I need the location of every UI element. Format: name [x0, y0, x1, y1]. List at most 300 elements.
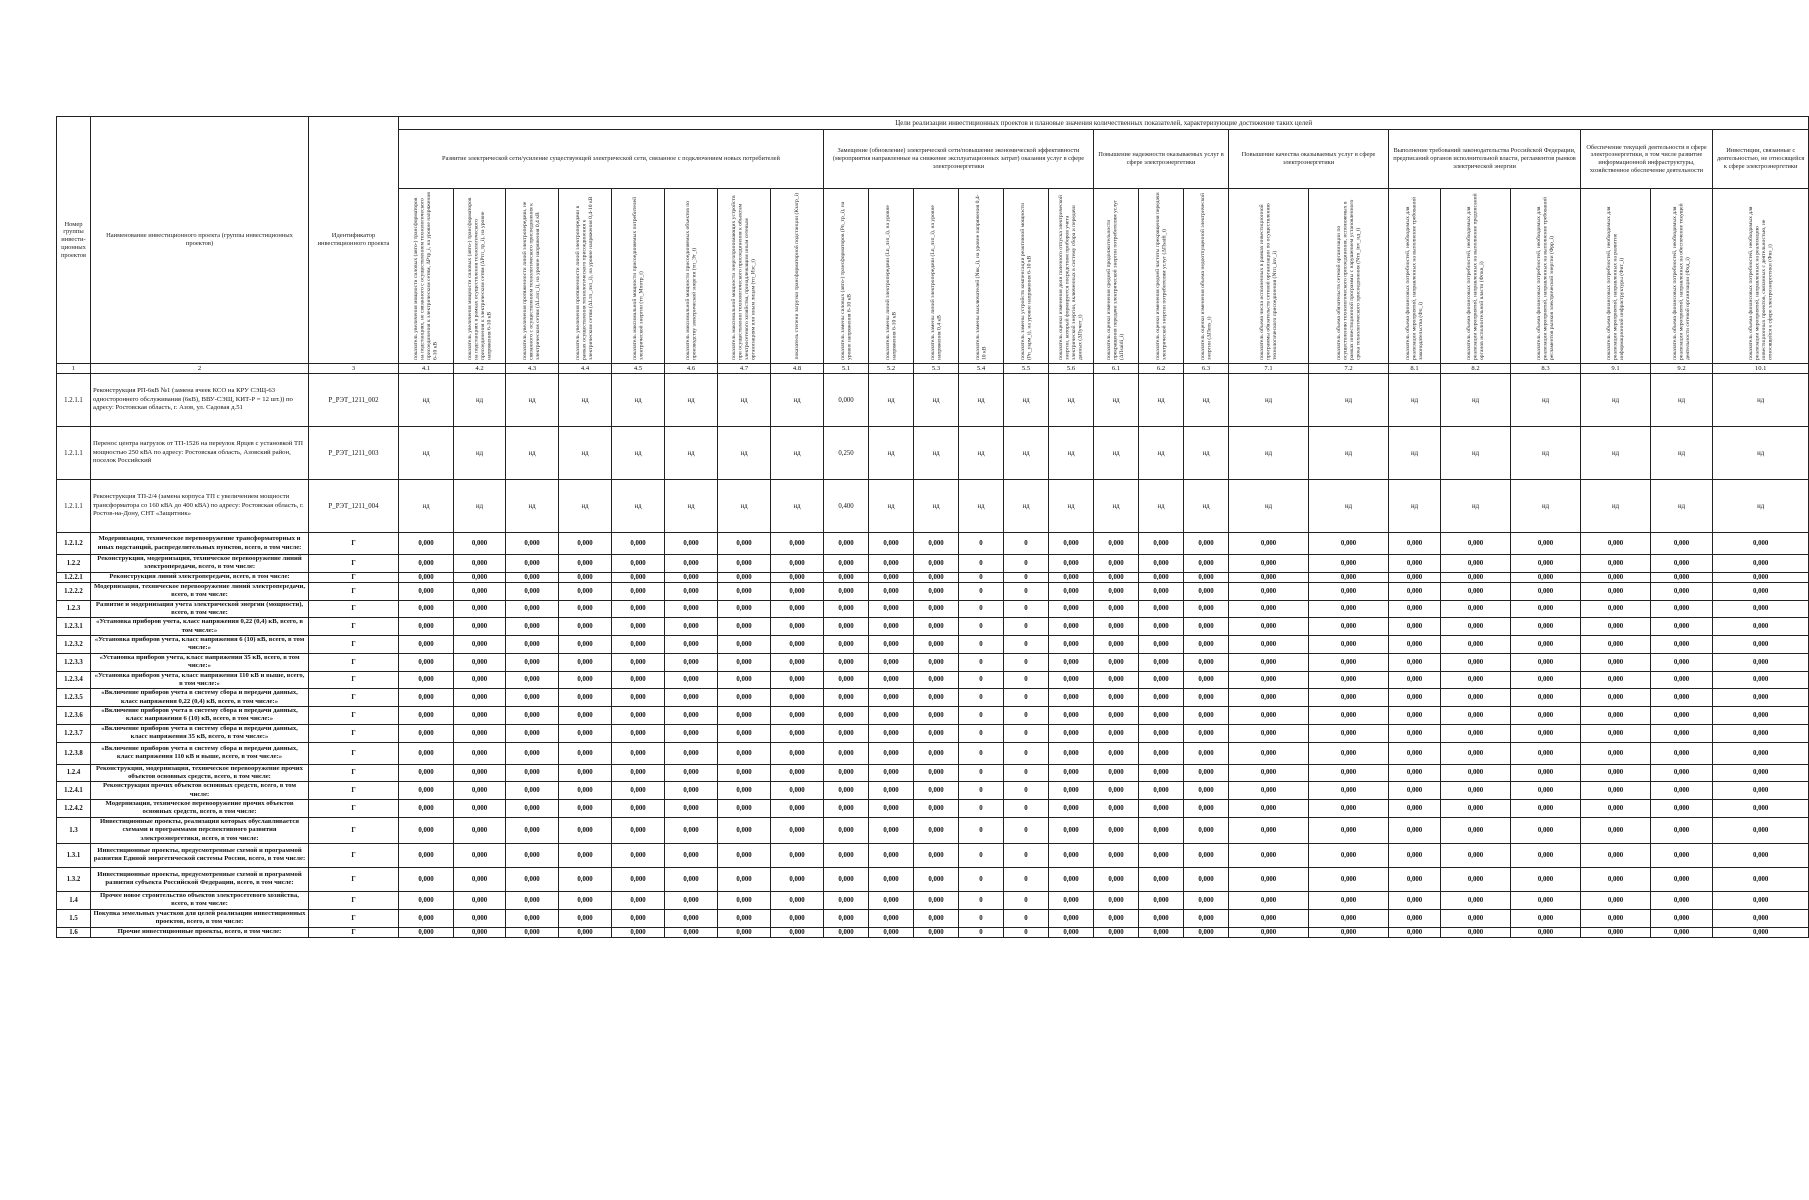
indicator-value: 0,000 — [718, 582, 771, 600]
indicator-value: нд — [1441, 427, 1511, 480]
indicator-value: 0,000 — [1229, 800, 1309, 818]
indicator-value: 0,000 — [718, 671, 771, 689]
indicator-value: 0,000 — [454, 867, 506, 891]
group-name: Реконструкция линий электропередачи, всего, в том числе: — [91, 572, 309, 582]
indicator-value: 0,000 — [1581, 764, 1651, 782]
indicator-value: 0,000 — [665, 689, 718, 707]
indicator-value: 0,000 — [1309, 555, 1389, 573]
group-name: Реконструкция, модернизация, техническое перевооружение прочих объектов основных средств, всего, в том числе: — [91, 764, 309, 782]
row-number: 1.2.3.8 — [57, 742, 91, 764]
indicator-value: нд — [1651, 374, 1713, 427]
indicator-value: 0,000 — [1184, 582, 1229, 600]
indicator-value: 0,000 — [824, 891, 869, 909]
indicator-label: показатель объема финансовых потребностей, необходимых для реализации мероприятий, направленных на реализацию инвестиционных проектов, связанных с деятельностью, не относящейся к сфере электроэнергетики (Фвэ_i) — [1747, 206, 1774, 360]
indicator-value: 0,000 — [869, 782, 914, 800]
indicator-value: нд — [914, 427, 959, 480]
indicator-value: 0,000 — [824, 724, 869, 742]
indicator-value: 0,000 — [1389, 533, 1441, 555]
indicator-value: 0,000 — [1309, 817, 1389, 843]
indicator-value: 0,000 — [1309, 782, 1389, 800]
indicator-value: 0,000 — [914, 618, 959, 636]
indicator-value: нд — [612, 427, 665, 480]
indicator-value: 0 — [1004, 636, 1049, 654]
indicator-value: 0,000 — [1713, 867, 1809, 891]
indicator-value: нд — [454, 480, 506, 533]
row-number: 1.2.4.2 — [57, 800, 91, 818]
indicator-label: показатель объема финансовых потребностей, необходимых для реализации мероприятий, направленных на выполнение требований законодательства (Фп_i) — [1404, 197, 1424, 360]
indicator-value: нд — [665, 480, 718, 533]
indicator-value: 0,000 — [1309, 600, 1389, 618]
indicator-value: 0,000 — [559, 843, 612, 867]
table-row — [57, 742, 1809, 764]
indicator-value: 0,000 — [1229, 724, 1309, 742]
indicator-value: 0,000 — [824, 636, 869, 654]
table-row — [57, 689, 1809, 707]
indicator-value: нд — [1511, 480, 1581, 533]
indicator-value: 0,000 — [914, 764, 959, 782]
indicator-value: 0,000 — [1094, 671, 1139, 689]
indicator-value: 0,000 — [869, 582, 914, 600]
indicator-value: 0,000 — [1389, 689, 1441, 707]
indicator-value: 0,000 — [1094, 891, 1139, 909]
indicator-value: 0,000 — [1309, 891, 1389, 909]
indicator-value: нд — [665, 374, 718, 427]
indicator-value: 0,000 — [914, 689, 959, 707]
indicator-value: 0,000 — [454, 800, 506, 818]
row-number: 1.2.3.4 — [57, 671, 91, 689]
indicator-header — [559, 189, 612, 364]
indicator-value: 0,000 — [1713, 555, 1809, 573]
indicator-value: нд — [1229, 374, 1309, 427]
indicator-value: 0,000 — [1309, 909, 1389, 927]
indicator-value: нд — [869, 480, 914, 533]
indicator-value: 0,000 — [1184, 671, 1229, 689]
indicator-value: нд — [1511, 374, 1581, 427]
indicator-value: 0,000 — [869, 927, 914, 937]
indicator-label: показатель оценки изменения доли полезного отпуска электрической энергии, который формируется посредством приборов учета электрической энергии, включенных в систему сбора и передачи данных (ΔПучет_i) — [1058, 195, 1084, 360]
table-row — [57, 572, 1809, 582]
indicator-value: 0,000 — [1094, 533, 1139, 555]
indicator-value: 0,000 — [1511, 636, 1581, 654]
indicator-value: 0,000 — [1229, 891, 1309, 909]
indicator-value: 0,000 — [824, 533, 869, 555]
indicator-value: нд — [1309, 374, 1389, 427]
column-number: 7.1 — [1229, 364, 1309, 374]
indicator-label: показатель замены силовых (авто-) трансформаторов (Pn_тр_i), на уровне напряжения 6-10 кВ — [839, 201, 852, 360]
indicator-value: 0,000 — [612, 707, 665, 725]
row-number: 1.2.3.3 — [57, 653, 91, 671]
indicator-header — [824, 189, 869, 364]
indicator-value: 0,000 — [559, 653, 612, 671]
indicator-value: 0,000 — [1094, 800, 1139, 818]
indicator-value: 0,000 — [824, 909, 869, 927]
indicator-group-header: Обеспечение текущей деятельности в сфере электроэнергетики, в том числе развитие информационной инфраструктуры, хозяйственное обеспечение деятельности — [1581, 130, 1713, 189]
indicator-value: 0,000 — [399, 689, 454, 707]
column-number: 5.4 — [959, 364, 1004, 374]
indicator-value: 0,000 — [1389, 843, 1441, 867]
indicator-value: 0,000 — [1229, 843, 1309, 867]
indicator-value: нд — [454, 427, 506, 480]
indicator-value: 0,000 — [1049, 843, 1094, 867]
indicator-header — [1713, 189, 1809, 364]
indicator-value: 0,000 — [771, 927, 824, 937]
indicator-value: 0,000 — [1581, 782, 1651, 800]
group-id: Г — [309, 782, 399, 800]
indicator-value: 0,000 — [454, 618, 506, 636]
indicator-value: 0 — [1004, 582, 1049, 600]
indicator-value: 0,000 — [454, 817, 506, 843]
indicator-value: 0,000 — [824, 374, 869, 427]
indicator-value: 0,000 — [1713, 689, 1809, 707]
col-header-number: Номер группы инвести-ционных проектов — [57, 117, 91, 364]
indicator-value: 0,000 — [914, 724, 959, 742]
indicator-value: 0,000 — [1184, 689, 1229, 707]
group-name: Прочие инвестиционные проекты, всего, в том числе: — [91, 927, 309, 937]
indicator-value: 0,000 — [1581, 600, 1651, 618]
indicator-value: 0,000 — [1441, 533, 1511, 555]
indicator-value: 0,000 — [1184, 533, 1229, 555]
indicator-value: 0,000 — [1511, 600, 1581, 618]
table-row — [57, 653, 1809, 671]
indicator-value: 0,000 — [1581, 800, 1651, 818]
indicator-value: 0,000 — [1441, 636, 1511, 654]
indicator-value: 0,000 — [1049, 909, 1094, 927]
indicator-value: 0,000 — [1094, 582, 1139, 600]
indicator-value: 0,000 — [1389, 764, 1441, 782]
indicator-value: нд — [869, 374, 914, 427]
group-id: Г — [309, 927, 399, 937]
indicator-value: 0 — [959, 582, 1004, 600]
indicator-value: 0,000 — [612, 636, 665, 654]
indicator-value: 0,000 — [1049, 817, 1094, 843]
indicator-value: 0,000 — [1389, 867, 1441, 891]
indicator-value: 0,000 — [1094, 689, 1139, 707]
indicator-value: нд — [914, 480, 959, 533]
header-row-numbers — [57, 364, 1809, 374]
indicator-value: 0,000 — [1184, 707, 1229, 725]
indicator-header — [399, 189, 454, 364]
indicator-value: 0,000 — [1581, 671, 1651, 689]
indicator-value: 0,000 — [771, 618, 824, 636]
indicator-value: 0,000 — [506, 782, 559, 800]
indicator-value: 0,000 — [1581, 533, 1651, 555]
indicator-value: 0,000 — [1441, 742, 1511, 764]
group-name: Прочее новое строительство объектов электросетевого хозяйства, всего, в том числе: — [91, 891, 309, 909]
indicator-label: показатель увеличения протяженности линий электропередачи, не связанного с осуществлением технологического присоединения к электрическим сетям (ΔLлэп_i), на уровне напряжения 0,4 кВ — [522, 201, 542, 360]
indicator-value: 0,000 — [1049, 891, 1094, 909]
indicator-value: нд — [559, 480, 612, 533]
indicator-value: 0,000 — [1713, 653, 1809, 671]
group-id: Г — [309, 555, 399, 573]
table-row — [57, 600, 1809, 618]
indicator-value: нд — [1713, 480, 1809, 533]
indicator-value: 0,000 — [454, 891, 506, 909]
indicator-value: 0,000 — [665, 582, 718, 600]
indicator-value: 0,000 — [1581, 909, 1651, 927]
indicator-value: 0,000 — [1184, 636, 1229, 654]
row-number: 1.2.3.1 — [57, 618, 91, 636]
indicator-value: 0,000 — [718, 742, 771, 764]
group-id: Г — [309, 618, 399, 636]
indicator-value: 0,000 — [1309, 572, 1389, 582]
indicator-value: 0,000 — [1184, 817, 1229, 843]
indicator-value: 0,000 — [559, 909, 612, 927]
indicator-value: 0,000 — [454, 555, 506, 573]
indicator-value: 0,000 — [1139, 636, 1184, 654]
indicator-label: показатель максимальной мощности присоединяемых объектов по производству электрической энергии (тп_Эг_i) — [684, 200, 697, 360]
indicator-value: 0,000 — [454, 572, 506, 582]
indicator-value: 0,000 — [1139, 671, 1184, 689]
indicator-value: 0,000 — [1651, 636, 1713, 654]
indicator-value: 0,000 — [1309, 636, 1389, 654]
indicator-value: нд — [1441, 480, 1511, 533]
indicator-value: 0,000 — [506, 891, 559, 909]
row-number: 1.5 — [57, 909, 91, 927]
indicator-value: 0,000 — [1229, 764, 1309, 782]
indicator-value: 0,000 — [1139, 618, 1184, 636]
indicator-label: показатель объема финансовых потребностей, необходимых для реализации мероприятий, направленных на обеспечение текущей деятельности сетевой организации (Фхд_i) — [1671, 203, 1691, 360]
indicator-value: 0,000 — [1389, 572, 1441, 582]
indicator-value: 0,000 — [914, 653, 959, 671]
indicator-value: 0,000 — [771, 707, 824, 725]
indicator-value: 0,000 — [665, 742, 718, 764]
column-number: 2 — [91, 364, 309, 374]
indicator-value: 0,000 — [1389, 927, 1441, 937]
indicator-value: 0,000 — [1184, 724, 1229, 742]
indicator-value: 0,000 — [824, 707, 869, 725]
indicator-value: 0,000 — [1049, 742, 1094, 764]
indicator-value: 0,000 — [771, 742, 824, 764]
indicator-value: 0,000 — [665, 867, 718, 891]
investment-indicators-sheet — [56, 116, 1805, 938]
indicator-value: 0,000 — [506, 618, 559, 636]
indicator-value: 0 — [1004, 817, 1049, 843]
indicator-value: 0,000 — [454, 843, 506, 867]
indicator-value: 0,000 — [1094, 764, 1139, 782]
indicator-value: 0,000 — [1309, 533, 1389, 555]
indicator-value: 0,000 — [399, 800, 454, 818]
indicator-value: 0,000 — [399, 572, 454, 582]
indicator-value: 0,000 — [559, 582, 612, 600]
indicator-value: 0,000 — [771, 867, 824, 891]
row-number: 1.3 — [57, 817, 91, 843]
group-id: Г — [309, 764, 399, 782]
indicator-value: 0,000 — [454, 582, 506, 600]
indicator-value: нд — [718, 427, 771, 480]
indicator-value: нд — [506, 427, 559, 480]
indicator-value: 0,000 — [1309, 724, 1389, 742]
indicator-value: 0,000 — [612, 867, 665, 891]
indicator-value: нд — [718, 374, 771, 427]
indicator-value: 0 — [1004, 867, 1049, 891]
indicator-value: 0,000 — [399, 707, 454, 725]
indicator-value: нд — [1309, 480, 1389, 533]
indicator-value: 0,000 — [1713, 764, 1809, 782]
indicator-value: 0,000 — [718, 867, 771, 891]
indicator-value: 0,000 — [1713, 909, 1809, 927]
indicator-value: 0,000 — [1049, 764, 1094, 782]
indicator-value: 0,000 — [1581, 891, 1651, 909]
table-row — [57, 427, 1809, 480]
indicator-value: 0,000 — [869, 742, 914, 764]
indicator-value: 0,000 — [559, 618, 612, 636]
indicator-value: 0,000 — [559, 724, 612, 742]
column-number: 5.1 — [824, 364, 869, 374]
indicator-header — [959, 189, 1004, 364]
indicator-value: 0,000 — [1713, 742, 1809, 764]
project-name: Перенос центра нагрузок от ТП-1526 на переулок Ярцев с установкой ТП мощностью 250 кВА по адресу: Ростовская область, Азовский район, поселок Российский — [91, 427, 309, 480]
indicator-value: 0,000 — [718, 689, 771, 707]
indicator-value: 0,000 — [1511, 817, 1581, 843]
indicator-value: 0,000 — [1441, 572, 1511, 582]
row-number: 1.2.3.6 — [57, 707, 91, 725]
indicator-value: 0,000 — [1441, 707, 1511, 725]
group-id: Г — [309, 742, 399, 764]
indicator-value: 0,000 — [506, 582, 559, 600]
indicator-value: нд — [914, 374, 959, 427]
indicator-value: 0,000 — [1651, 653, 1713, 671]
indicator-value: 0,000 — [1229, 582, 1309, 600]
indicator-value: 0,000 — [1441, 689, 1511, 707]
indicator-value: 0,000 — [771, 909, 824, 927]
indicator-value: 0,000 — [1713, 843, 1809, 867]
indicator-value: нд — [612, 480, 665, 533]
indicator-value: 0,000 — [718, 707, 771, 725]
indicator-value: 0,000 — [771, 600, 824, 618]
indicator-header — [1229, 189, 1309, 364]
indicator-value: 0,000 — [1511, 582, 1581, 600]
indicator-value: 0,000 — [1184, 653, 1229, 671]
indicator-value: 0,000 — [559, 689, 612, 707]
indicator-value: 0,000 — [612, 909, 665, 927]
indicator-value: 0,000 — [914, 800, 959, 818]
indicator-value: 0,000 — [1184, 742, 1229, 764]
indicator-value: 0,000 — [612, 800, 665, 818]
indicator-value: 0,000 — [914, 817, 959, 843]
indicator-value: нд — [1094, 374, 1139, 427]
indicator-value: 0,000 — [1139, 800, 1184, 818]
indicator-label: показатель максимальной мощности присоединяемых потребителей электрической энергии (тп_Мпотр_i) — [631, 196, 644, 360]
indicator-value: 0,000 — [1094, 909, 1139, 927]
indicator-value: 0,000 — [399, 782, 454, 800]
indicator-value: нд — [1713, 427, 1809, 480]
indicator-value: 0,000 — [1139, 817, 1184, 843]
indicator-value: нд — [1581, 427, 1651, 480]
indicator-value: 0,000 — [914, 600, 959, 618]
indicator-value: 0,000 — [718, 724, 771, 742]
indicator-header — [1511, 189, 1581, 364]
indicator-header — [1441, 189, 1511, 364]
indicator-value: 0 — [1004, 618, 1049, 636]
indicator-value: 0,000 — [1389, 742, 1441, 764]
indicator-value: нд — [1511, 427, 1581, 480]
column-number: 1 — [57, 364, 91, 374]
table-row — [57, 782, 1809, 800]
indicator-value: 0,000 — [1441, 909, 1511, 927]
indicator-value: 0,000 — [506, 572, 559, 582]
indicator-value: 0,000 — [1049, 927, 1094, 937]
indicator-value: 0,000 — [869, 843, 914, 867]
indicator-label: показатель объема числа исполненных в рамках инвестиционной программы обязательств сетевой организации по осуществлению технологического присоединения (Nтп_inv_i) — [1258, 203, 1278, 360]
column-number: 8.3 — [1511, 364, 1581, 374]
indicator-value: 0 — [959, 533, 1004, 555]
indicator-value: 0,000 — [1139, 927, 1184, 937]
group-id: Г — [309, 533, 399, 555]
indicator-value: 0,000 — [869, 800, 914, 818]
indicator-label: показатель замены линий электропередачи (Ln_лэп_i), на уровне напряжения 6-10 кВ — [884, 205, 897, 360]
indicator-value: 0,000 — [869, 909, 914, 927]
indicator-value: 0,000 — [1581, 867, 1651, 891]
indicator-value: 0,000 — [1049, 618, 1094, 636]
indicator-value: 0,000 — [914, 909, 959, 927]
column-number: 4.5 — [612, 364, 665, 374]
indicator-value: 0,000 — [1389, 909, 1441, 927]
indicator-value: 0,000 — [1139, 867, 1184, 891]
indicator-label: показатель увеличения мощности силовых (авто-) трансформаторов на подстанциях, не связанного с осуществлением технологического присоединения к электрическим сетям, ΔPтр_i, на уровне напряжения 6-10 кВ — [413, 192, 439, 360]
indicator-value: 0,000 — [1713, 724, 1809, 742]
indicator-value: нд — [399, 427, 454, 480]
indicator-value: 0 — [1004, 782, 1049, 800]
indicator-value: 0,000 — [1511, 671, 1581, 689]
indicator-value: 0,000 — [1511, 843, 1581, 867]
indicator-value: 0,000 — [1581, 707, 1651, 725]
indicator-value: 0,000 — [506, 653, 559, 671]
indicator-value: 0,000 — [914, 555, 959, 573]
indicator-value: 0,000 — [718, 891, 771, 909]
indicator-value: 0,000 — [454, 764, 506, 782]
column-number: 8.2 — [1441, 364, 1511, 374]
indicator-value: 0,000 — [1184, 764, 1229, 782]
indicator-value: 0,000 — [1713, 636, 1809, 654]
indicator-value: 0,000 — [1581, 927, 1651, 937]
indicator-value: 0,000 — [869, 707, 914, 725]
indicator-value: 0,000 — [506, 843, 559, 867]
indicator-value: 0,000 — [1139, 600, 1184, 618]
indicator-value: 0,000 — [1389, 724, 1441, 742]
indicator-value: 0,000 — [1229, 867, 1309, 891]
indicator-value: 0,000 — [1389, 555, 1441, 573]
indicator-label: показатель оценки изменения средней частоты прекращения передачи электрической энергии потребителям услуг (ΔПsaifi_i) — [1154, 192, 1167, 360]
indicator-value: 0,000 — [1581, 618, 1651, 636]
indicator-value: 0,000 — [1441, 927, 1511, 937]
indicator-header — [665, 189, 718, 364]
indicator-value: 0,000 — [1094, 555, 1139, 573]
indicator-value: 0,000 — [559, 707, 612, 725]
indicator-value: нд — [665, 427, 718, 480]
indicator-label: показатель объема финансовых потребностей, необходимых для реализации мероприятий, направленных на выполнение предписаний органов исполнительной власти (Фпкв_i) — [1465, 193, 1485, 360]
indicator-value: 0,000 — [1229, 572, 1309, 582]
indicator-value: 0,000 — [1713, 618, 1809, 636]
indicator-value: 0,000 — [1184, 927, 1229, 937]
indicator-value: нд — [1651, 480, 1713, 533]
indicator-value: нд — [1049, 427, 1094, 480]
table-row — [57, 671, 1809, 689]
indicator-value: 0,000 — [1713, 782, 1809, 800]
indicator-value: 0,000 — [1139, 707, 1184, 725]
indicator-header — [1309, 189, 1389, 364]
column-number: 4.6 — [665, 364, 718, 374]
indicator-value: 0,000 — [1713, 800, 1809, 818]
indicator-value: 0,000 — [771, 724, 824, 742]
group-id: Г — [309, 653, 399, 671]
indicator-label: показатель объема финансовых потребностей, необходимых для реализации мероприятий, направленных на выполнение требований регламентов рынков электрической энергии (Фрр_i) — [1535, 197, 1555, 360]
indicator-value: 0 — [1004, 891, 1049, 909]
column-number: 5.5 — [1004, 364, 1049, 374]
indicator-value: 0,000 — [559, 600, 612, 618]
indicator-value: 0 — [1004, 800, 1049, 818]
indicator-value: 0,000 — [665, 533, 718, 555]
indicator-value: 0,000 — [718, 533, 771, 555]
